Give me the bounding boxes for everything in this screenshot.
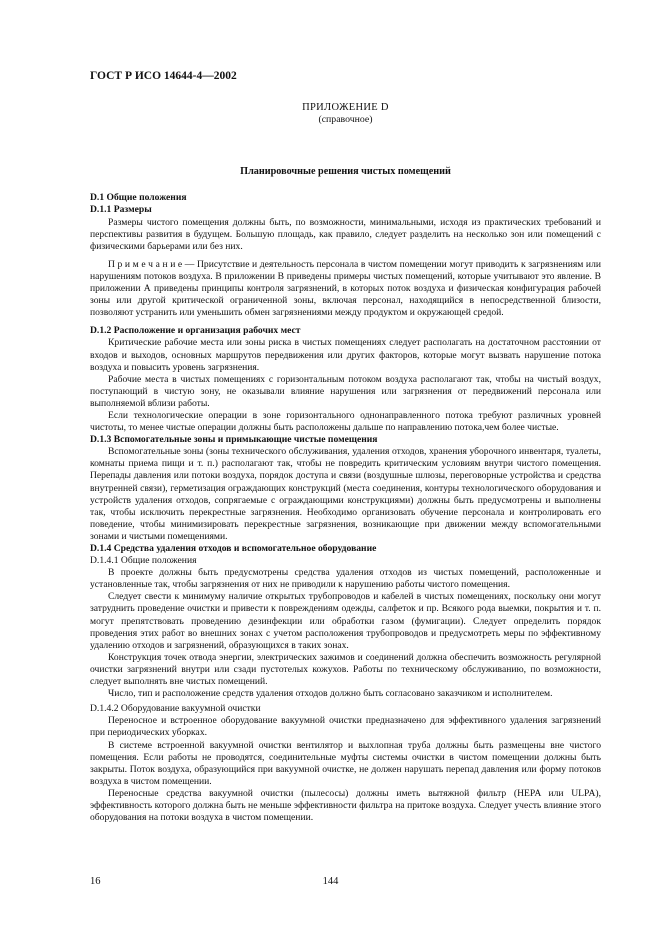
- heading-d12: D.1.2 Расположение и организация рабочих мест: [90, 325, 301, 337]
- note-paragraph: [90, 259, 601, 319]
- section-main-title: Планировочные решения чистых помещений: [240, 166, 451, 178]
- document-header: ГОСТ Р ИСО 14644-4—2002: [90, 70, 237, 82]
- page-number-left: 16: [90, 876, 101, 887]
- paragraph: Следует свести к минимуму наличие открытых трубопроводов и кабелей в чистых помещениях, поскольку они могут затруднить проведение очистки и привести к повреждениям одежды, салфеток и пр. Всякого рода выемки, покрытия и т. п. могут препятствовать проведению дезинфекции или обработки газом (фумигации). Следует определить порядок проведения этих работ во внешних зонах с учетом расположения трубопроводов и предусмотреть меры по эффективному удалению отходов и загрязнений, образующихся в таких зонах.: [90, 591, 601, 651]
- paragraph: Число, тип и расположение средств удаления отходов должно быть согласовано заказчиком и исполнителем.: [108, 688, 553, 700]
- paragraph: Переносные средства вакуумной очистки (пылесосы) должны иметь вытяжной фильтр (HEPA или ULPA), эффективность которого должна быть не меньше эффективности фильтра на притоке воздуха. Следует учесть влияние этого оборудования на потоки воздуха в чистом помещении.: [90, 787, 601, 824]
- paragraph: Конструкция точек отвода энергии, электрических зажимов и соединений должна обеспечить возможность регулярной очистки загрязнений внутри или сзади пустотелых кожухов. Работы по техническому обслуживанию, по возможности, следует выполнять вне чистых помещений.: [90, 651, 601, 688]
- heading-d14: D.1.4 Средства удаления отходов и вспомогательное оборудование: [90, 543, 377, 554]
- heading-d142: D.1.4.2 Оборудование вакуумной очистки: [90, 703, 261, 715]
- heading-d141: D.1.4.1 Общие положения: [90, 555, 197, 567]
- paragraph: Критические рабочие места или зоны риска в чистых помещениях следует располагать на достаточном расстоянии от входов и выходов, основных маршрутов передвижения или других факторов, которые могут вызвать нарушение потока воздуха и повысить уровень загрязнения.: [90, 337, 601, 373]
- paragraph: Если технологические операции в зоне горизонтального однонаправленного потока требуют различных уровней чистоты, то менее чистые операции должны быть расположены дальше по направлению потока,чем более чистые.: [90, 409, 601, 434]
- heading-d13: D.1.3 Вспомогательные зоны и примыкающие чистые помещения: [90, 434, 378, 446]
- appendix-subtitle: (справочное): [318, 114, 373, 126]
- heading-d1: D.1 Общие положения: [90, 192, 187, 204]
- note-text: — Присутствие и деятельность персонала в чистом помещении могут приводить к загрязнениям или нарушениям потоков воздуха. В приложении В приведены примеры чистых помещений, которые учитывают это явление. В приложении А приведены принципы контроля загрязнений, в которых поток воздуха и физическая конфигурация рабочей зоны или другой критической ограниченной зоны, включая персонал, находящийся в непосредственной близости, позволяют устранить или уменьшить обмен загрязнениями между продуктом и окружающей средой.: [90, 258, 601, 319]
- page-number-center: 144: [322, 876, 339, 887]
- paragraph: Рабочие места в чистых помещениях с горизонтальным потоком воздуха располагают так, чтобы на чистый воздух, поступающий в чистую зону, не оказывали влияние нарушения или загрязнения от передвижений персонала или выполняемой вблизи работы.: [90, 373, 601, 409]
- paragraph: Переносное и встроенное оборудование вакуумной очистки предназначено для эффективного удаления загрязнений при периодических уборках.: [90, 715, 601, 739]
- paragraph: В проекте должны быть предусмотрены средства удаления отходов из чистых помещений, расположенные и установленные так, чтобы загрязнения от них не приводили к нарушению работы чистого помещения.: [90, 567, 601, 591]
- appendix-title: ПРИЛОЖЕНИЕ D: [302, 102, 389, 114]
- paragraph: Размеры чистого помещения должны быть, по возможности, минимальными, исходя из практических требований и перспективы развития в будущем. Большую площадь, как правило, следует разделить на несколько зон или помещений с физическими барьерами или без них.: [90, 216, 601, 252]
- heading-d11: D.1.1 Размеры: [90, 204, 152, 216]
- note-label: П р и м е ч а н и е: [108, 258, 183, 270]
- paragraph: Вспомогательные зоны (зоны технического обслуживания, удаления отходов, хранения уборочного инвентаря, туалеты, комнаты приема пищи и т. п.) располагают так, чтобы не повредить критическим условиям внутри чистого помещения. Перепады давления или потоки воздуха, порядок доступа и связи (воздушные шлюзы, переговорные устройства и средства внутренней связи), герметизация ограждающих конструкций (места соединения, контуры технологического оборудования и устройств удаления отходов, сопрягаемые с ограждающими конструкциями) должны быть предусмотрены и выполнены так, чтобы исключить перекрестные загрязнения. Необходимо организовать обучение персонала и контролировать его поведение, чтобы минимизировать перекрестные загрязнения, возникающие при движении между вспомогательными зонами и чистыми помещениями.: [90, 446, 601, 542]
- paragraph: В системе встроенной вакуумной очистки вентилятор и выхлопная труба должны быть размещены вне чистого помещения. Если работы не проводятся, соединительные муфты системы очистки в чистом помещении должны быть закрыты. Поток воздуха, образующийся при вакуумной очистке, не должен нарушать перепад давления или форму потоков воздуха в чистом помещении.: [90, 739, 601, 787]
